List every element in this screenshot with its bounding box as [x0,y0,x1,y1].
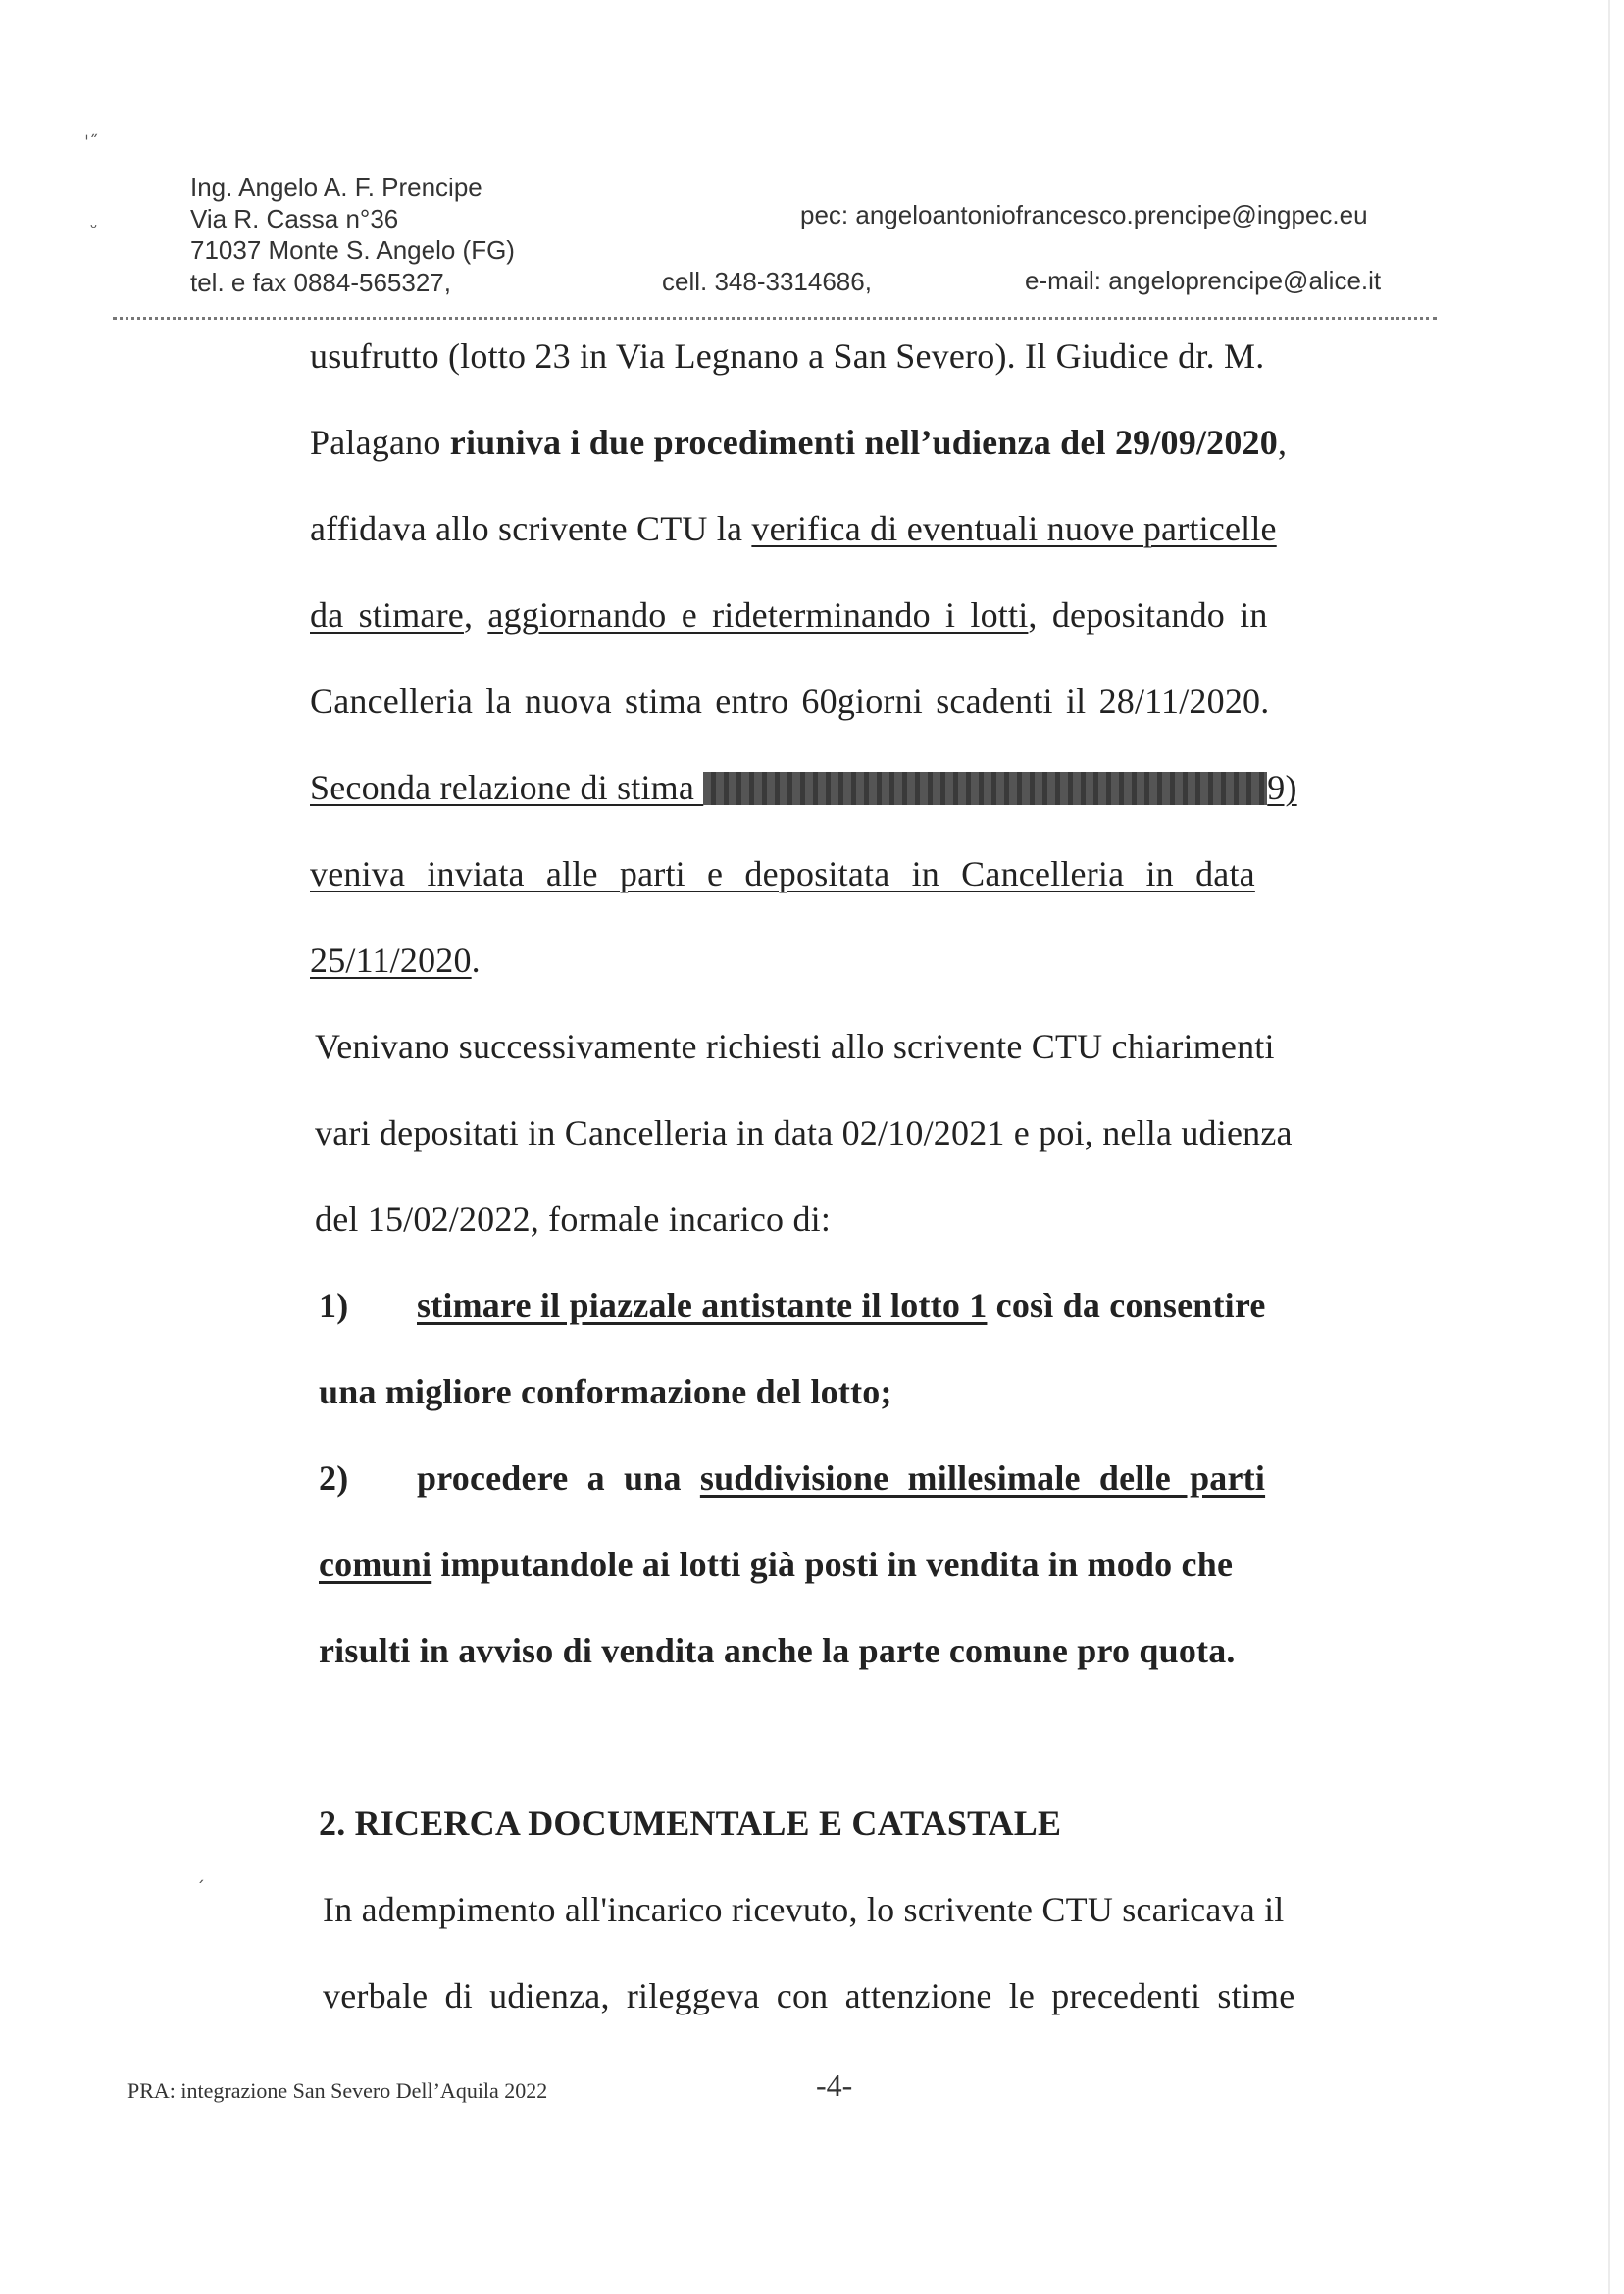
header-email: e-mail: angeloprencipe@alice.it [1025,266,1382,295]
body-line [310,422,1287,463]
body-line: usufrutto (lotto 23 in Via Legnano a San Severo). Il Giudice dr. M. [310,336,1265,376]
body-line [319,1544,1233,1585]
list-number: 1) [319,1286,349,1325]
header-cell: cell. 348-3314686, [662,267,872,296]
underlined-text: Seconda relazione di stima [310,768,704,807]
body-line: vari depositati in Cancelleria in data 02/10/2021 e poi, nella udienza [315,1113,1293,1152]
bold-text: imputandole ai lotti già posti in vendita in modo che [431,1545,1234,1584]
section-heading: 2. RICERCA DOCUMENTALE E CATASTALE [319,1804,1062,1843]
footer-doc-title: PRA: integrazione San Severo Dell’Aquila 2022 [127,2078,548,2103]
bold-text: così da consentire [987,1286,1266,1325]
header-street: Via R. Cassa n°36 [190,204,399,233]
underlined-text: 9) [1267,768,1297,807]
list-number: 2) [319,1458,349,1498]
list-item [319,1457,1265,1499]
text-run: . [471,941,481,980]
underlined-text: 25/11/2020 [310,941,472,980]
underlined-text: aggiornando e rideterminando i lotti [487,595,1029,635]
underlined-bold-text: suddivisione millesimale delle parti [699,1458,1266,1498]
underlined-text: da stimare [310,595,464,635]
header-pec: pec: angeloantoniofrancesco.prencipe@ingpec.eu [800,200,1368,229]
bold-text: procedere a una [417,1458,700,1498]
text-run: , [463,595,488,635]
body-line: veniva inviata alle parti e depositata in Cancelleria in data [310,854,1255,893]
body-line: Venivano successivamente richiesti allo scrivente CTU chiarimenti [315,1027,1275,1066]
body-line [310,767,1297,808]
body-line [310,594,1268,636]
underlined-bold-text: comuni [319,1545,432,1584]
underlined-text: verifica di eventuali nuove particelle [751,509,1277,548]
header-divider [113,317,1437,320]
body-line: risulti in avviso di vendita anche la parte comune pro quota. [319,1631,1236,1670]
redaction-bar [703,772,1267,805]
body-line [310,508,1277,549]
text-run: Palagano [310,423,450,462]
body-line: verbale di udienza, rileggeva con attenzione le precedenti stime [323,1976,1295,2015]
body-line: In adempimento all'incarico ricevuto, lo scrivente CTU scaricava il [323,1890,1285,1929]
scan-edge [1608,0,1610,2294]
underlined-bold-text: stimare il piazzale antistante il lotto 1 [417,1286,988,1325]
header-name: Ing. Angelo A. F. Prencipe [190,173,482,202]
bold-text: riuniva i due procedimenti nell’udienza del 29/09/2020 [449,423,1278,462]
page-number: -4- [816,2067,853,2103]
scan-speck: ᵕ [90,218,98,238]
body-line [310,940,481,981]
body-line: una migliore conformazione del lotto; [319,1372,892,1411]
scan-speck: ˈ˝ [84,132,98,153]
header-city: 71037 Monte S. Angelo (FG) [190,235,515,265]
scan-speck: ˏ [196,1863,205,1884]
text-run: , [1277,423,1288,462]
text-run: , depositando in [1028,595,1268,635]
text-run: affidava allo scrivente CTU la [310,509,752,548]
body-line: Cancelleria la nuova stima entro 60giorni scadenti il 28/11/2020. [310,682,1270,721]
header-phone: tel. e fax 0884-565327, [190,268,451,297]
body-line: del 15/02/2022, formale incarico di: [315,1199,832,1239]
list-item [319,1285,1266,1326]
